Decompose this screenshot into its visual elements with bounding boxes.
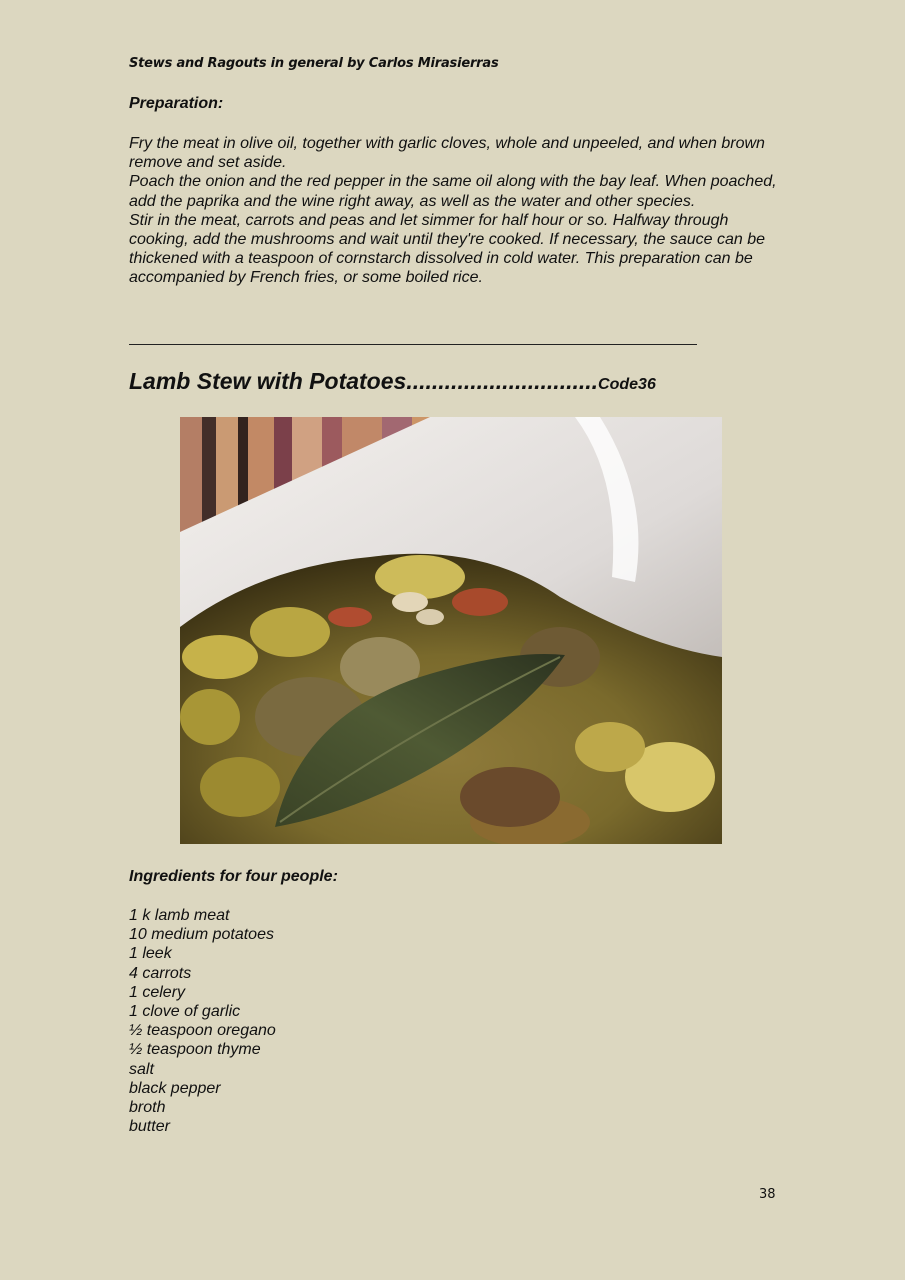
section-divider (129, 344, 697, 345)
ingredient-item: 10 medium potatoes (129, 926, 274, 944)
ingredient-item: ½ teaspoon oregano (129, 1022, 276, 1040)
ingredient-item: 1 celery (129, 983, 186, 1001)
ingredient-item: 1 clove of garlic (129, 1003, 241, 1021)
recipe-title (129, 368, 656, 395)
preparation-heading: Preparation: (129, 95, 224, 112)
running-header: Stews and Ragouts in general by Carlos Mirasierras (129, 56, 499, 71)
preparation-paragraph: Poach the onion and the red pepper in the same oil along with the bay leaf. When poached, add the paprika and the wine right away, as well as the water and other species. (129, 173, 777, 210)
preparation-text (129, 134, 779, 288)
ingredient-item: black pepper (129, 1079, 221, 1097)
recipe-code: Code36 (598, 376, 656, 393)
ingredient-item: 1 k lamb meat (129, 907, 230, 924)
page-number: 38 (759, 1187, 776, 1202)
ingredient-item: broth (129, 1099, 166, 1117)
ingredient-item: 1 leek (129, 945, 172, 963)
lamb-stew-photo (180, 417, 722, 844)
ingredient-item: ½ teaspoon thyme (129, 1041, 261, 1059)
preparation-paragraph: Stir in the meat, carrots and peas and let simmer for half hour or so. Halfway through cooking, add the mushrooms and wait until they're cooked. If necessary, the sauce can be thickened with a teaspoon of cornstarch dissolved in cold water. This preparation can be accompanied by French fries, or some boiled rice. (129, 211, 766, 287)
recipe-title-leader: .............................. (406, 368, 599, 394)
ingredient-list (129, 906, 276, 1136)
preparation-paragraph: Fry the meat in olive oil, together with garlic cloves, whole and unpeeled, and when brown remove and set aside. (129, 135, 765, 172)
ingredient-item: butter (129, 1118, 170, 1136)
ingredient-item: salt (129, 1060, 154, 1078)
ingredient-item: 4 carrots (129, 964, 192, 982)
recipe-title-text: Lamb Stew with Potatoes (129, 368, 407, 394)
ingredients-heading: Ingredients for four people: (129, 868, 338, 885)
